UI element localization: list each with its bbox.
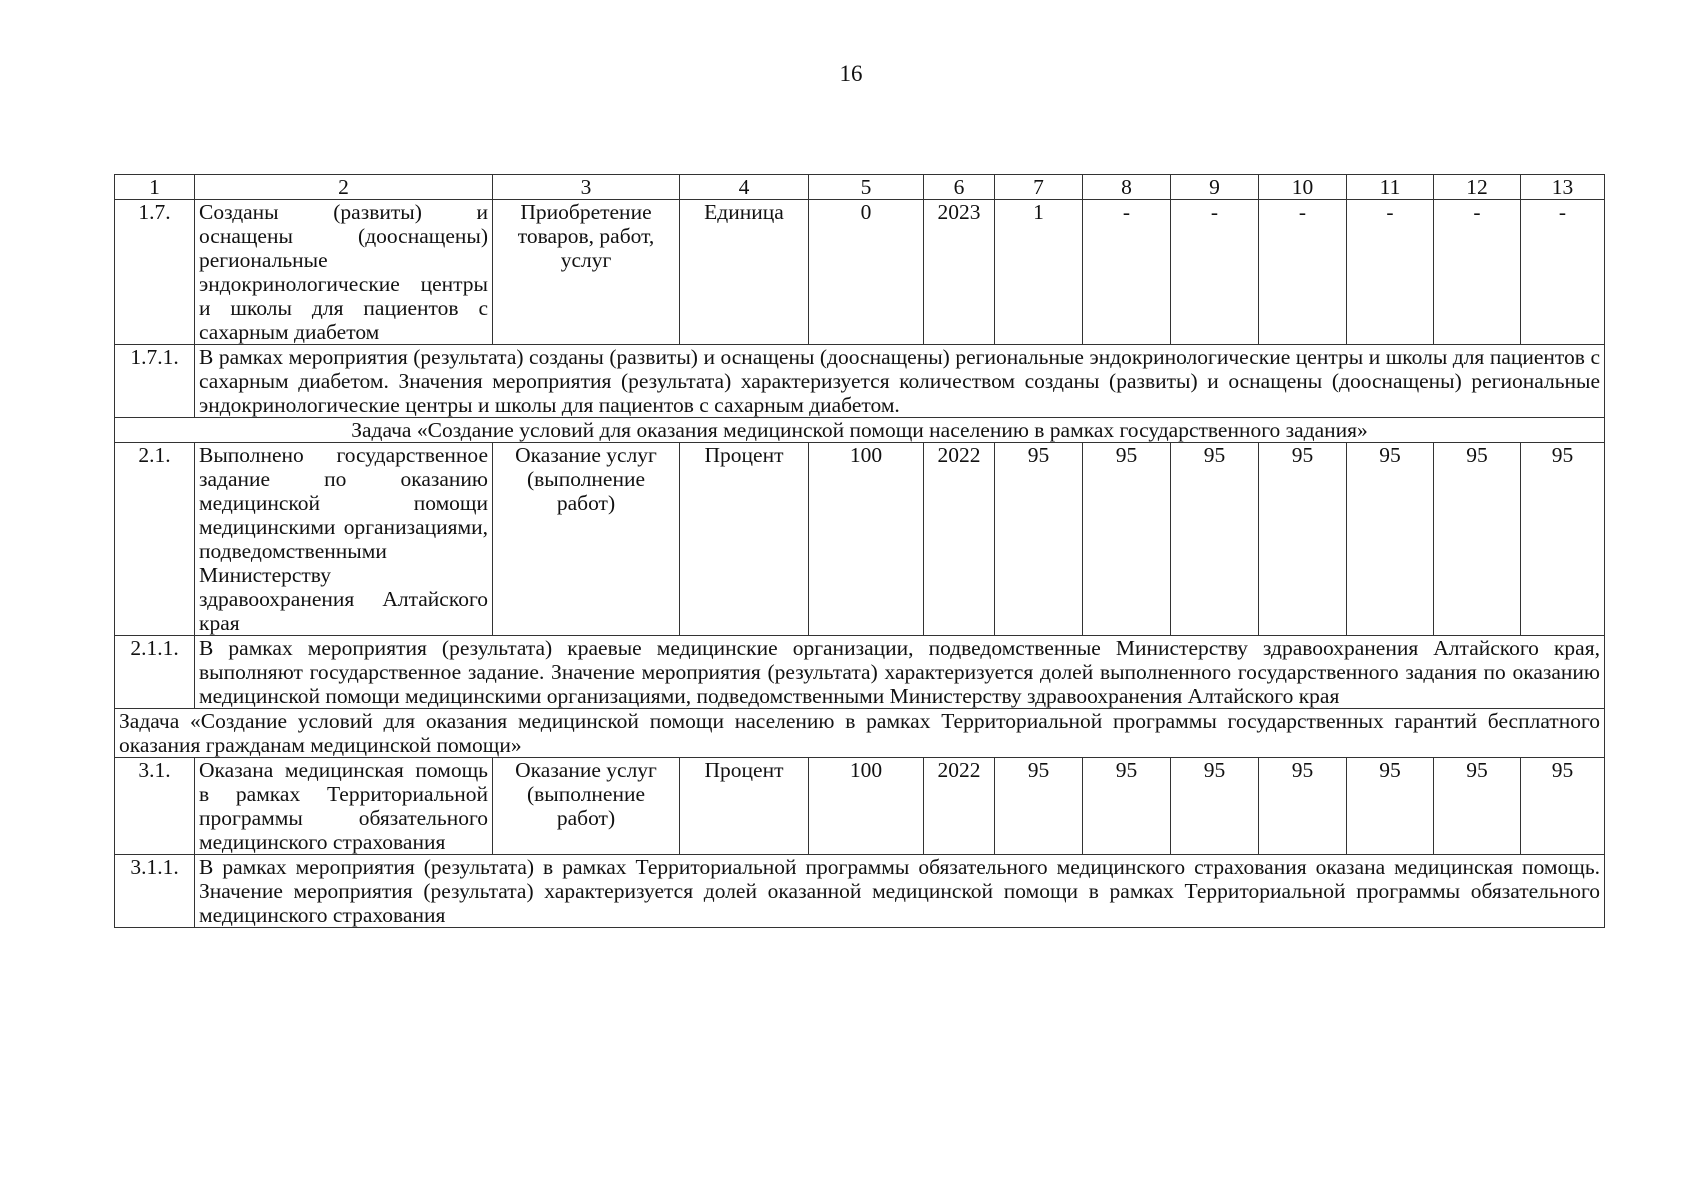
column-number-header: 5 [809, 175, 924, 200]
result-description: В рамках мероприятия (результата) в рамках Территориальной программы обязательного медицинского страхования оказана медицинская помощь. Значение мероприятия (результата) характеризуется долей оказанной медицинской помощи в рамках Территориальной программы обязательного медицинского страхования [195, 855, 1605, 928]
year-value: 95 [1434, 443, 1521, 636]
year-value: - [1083, 200, 1171, 345]
unit-of-measure: Единица [680, 200, 809, 345]
year-value: 95 [995, 443, 1083, 636]
base-year: 2022 [924, 443, 995, 636]
result-type: Приобретение товаров, работ, услуг [493, 200, 680, 345]
column-number-header: 8 [1083, 175, 1171, 200]
year-value: 95 [1259, 443, 1347, 636]
table-row [115, 443, 1605, 636]
year-value: 1 [995, 200, 1083, 345]
year-value: 95 [995, 758, 1083, 855]
column-number-header: 3 [493, 175, 680, 200]
row-number: 1.7.1. [115, 345, 195, 418]
description-row [115, 636, 1605, 709]
year-value: - [1347, 200, 1434, 345]
description-row [115, 345, 1605, 418]
unit-of-measure: Процент [680, 443, 809, 636]
row-number: 3.1.1. [115, 855, 195, 928]
page-number: 16 [839, 61, 863, 86]
year-value: 95 [1259, 758, 1347, 855]
base-value: 100 [809, 443, 924, 636]
table-row [115, 200, 1605, 345]
column-number-header: 7 [995, 175, 1083, 200]
column-number-header: 11 [1347, 175, 1434, 200]
indicators-table [114, 174, 1605, 928]
table-header-row [115, 175, 1605, 200]
table-row [115, 758, 1605, 855]
base-value: 100 [809, 758, 924, 855]
task-heading: Задача «Создание условий для оказания медицинской помощи населению в рамках Территориальной программы государственных гарантий бесплатного оказания гражданам медицинской помощи» [115, 709, 1605, 758]
column-number-header: 1 [115, 175, 195, 200]
column-number-header: 6 [924, 175, 995, 200]
year-value: 95 [1171, 758, 1259, 855]
result-name: Выполнено государственное задание по оказанию медицинской помощи медицинскими организациями, подведомственными Министерству здравоохранения Алтайского края [195, 443, 493, 636]
column-number-header: 4 [680, 175, 809, 200]
year-value: 95 [1171, 443, 1259, 636]
task-heading: Задача «Создание условий для оказания медицинской помощи населению в рамках государственного задания» [115, 418, 1605, 443]
year-value: - [1521, 200, 1605, 345]
row-number: 3.1. [115, 758, 195, 855]
row-number: 1.7. [115, 200, 195, 345]
result-description: В рамках мероприятия (результата) краевые медицинские организации, подведомственные Министерству здравоохранения Алтайского края, выполняют государственное задание. Значение мероприятия (результата) характеризуется долей выполненного государственного задания по оказанию медицинской помощи медицинскими организациями, подведомственными Министерству здравоохранения Алтайского края [195, 636, 1605, 709]
column-number-header: 12 [1434, 175, 1521, 200]
task-row [115, 418, 1605, 443]
year-value: 95 [1083, 758, 1171, 855]
row-number: 2.1.1. [115, 636, 195, 709]
year-value: 95 [1521, 443, 1605, 636]
year-value: 95 [1347, 443, 1434, 636]
result-type: Оказание услуг (выполнение работ) [493, 443, 680, 636]
year-value: 95 [1434, 758, 1521, 855]
row-number: 2.1. [115, 443, 195, 636]
result-type: Оказание услуг (выполнение работ) [493, 758, 680, 855]
result-description: В рамках мероприятия (результата) созданы (развиты) и оснащены (дооснащены) региональные эндокринологические центры и школы для пациентов с сахарным диабетом. Значения мероприятия (результата) характеризуется количеством созданы (развиты) и оснащены (дооснащены) региональные эндокринологические центры и школы для пациентов с сахарным диабетом. [195, 345, 1605, 418]
unit-of-measure: Процент [680, 758, 809, 855]
year-value: - [1259, 200, 1347, 345]
year-value: - [1434, 200, 1521, 345]
base-year: 2023 [924, 200, 995, 345]
description-row [115, 855, 1605, 928]
result-name: Оказана медицинская помощь в рамках Территориальной программы обязательного медицинского страхования [195, 758, 493, 855]
column-number-header: 10 [1259, 175, 1347, 200]
column-number-header: 2 [195, 175, 493, 200]
year-value: 95 [1347, 758, 1434, 855]
year-value: 95 [1083, 443, 1171, 636]
task-row [115, 709, 1605, 758]
year-value: 95 [1521, 758, 1605, 855]
base-year: 2022 [924, 758, 995, 855]
base-value: 0 [809, 200, 924, 345]
result-name: Созданы (развиты) и оснащены (дооснащены) региональные эндокринологические центры и школы для пациентов с сахарным диабетом [195, 200, 493, 345]
column-number-header: 9 [1171, 175, 1259, 200]
column-number-header: 13 [1521, 175, 1605, 200]
year-value: - [1171, 200, 1259, 345]
